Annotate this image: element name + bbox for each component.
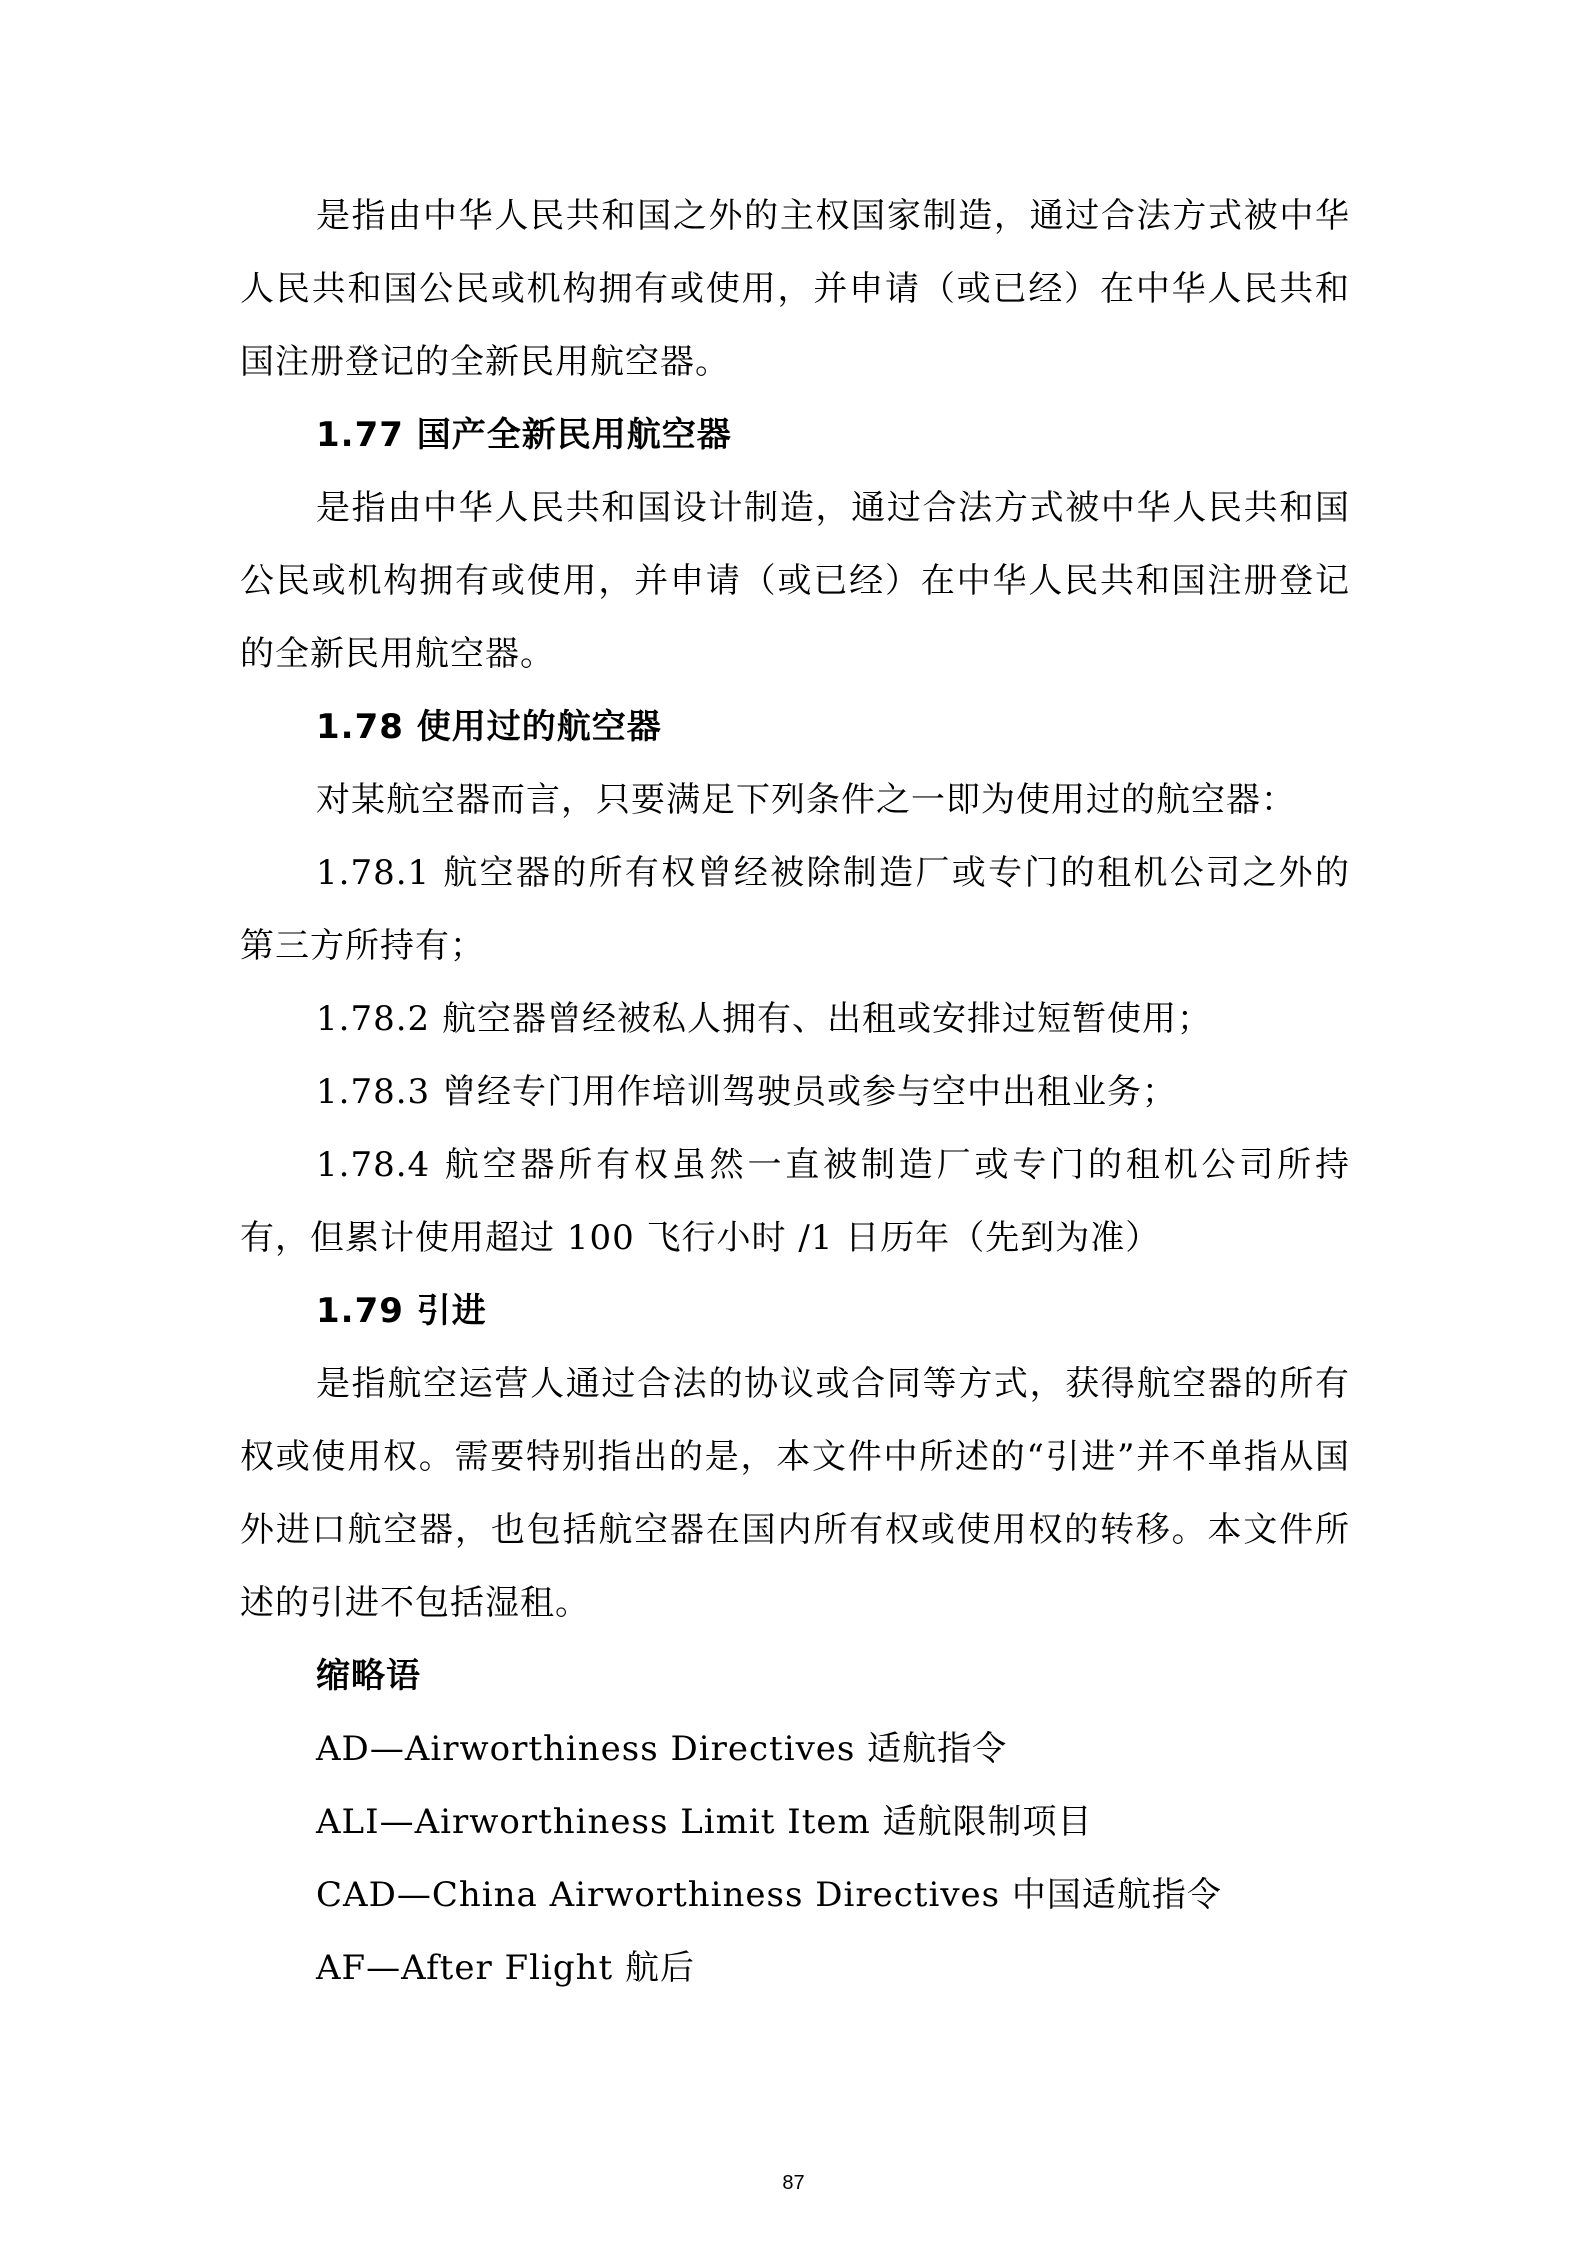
heading-abbreviations: 缩略语 [316,1656,421,1696]
item-1-78-2: 1.78.2 航空器曾经被私人拥有、出租或安排过短暂使用； [316,999,1212,1039]
paragraph-introduction-definition: 是指航空运营人通过合法的协议或合同等方式，获得航空器的所有权或使用权。需要特别指出的是，本文件中所述的“引进”并不单指从国外进口航空器，也包括航空器在国内所有权或使用权的转移。本文件所述的引进不包括湿租。 [240,1364,1350,1623]
item-1-78-3: 1.78.3 曾经专门用作培训驾驶员或参与空中出租业务； [316,1072,1177,1112]
abbreviation-item: AD—Airworthiness Directives 适航指令 [316,1729,1008,1769]
page-number: 87 [782,2172,805,2194]
document-body [240,180,1350,2005]
paragraph-imported-new-aircraft: 是指由中华人民共和国之外的主权国家制造，通过合法方式被中华人民共和国公民或机构拥有或使用，并申请（或已经）在中华人民共和国注册登记的全新民用航空器。 [240,196,1350,382]
abbreviation-item: ALI—Airworthiness Limit Item 适航限制项目 [316,1802,1093,1842]
item-1-78-1: 1.78.1 航空器的所有权曾经被除制造厂或专门的租机公司之外的第三方所持有； [240,853,1350,966]
paragraph-used-aircraft-intro: 对某航空器而言，只要满足下列条件之一即为使用过的航空器： [316,780,1296,820]
abbreviation-item: CAD—China Airworthiness Directives 中国适航指令 [316,1875,1222,1915]
heading-1-77: 1.77 国产全新民用航空器 [316,415,732,455]
item-1-78-4: 1.78.4 航空器所有权虽然一直被制造厂或专门的租机公司所持有，但累计使用超过 100 飞行小时 /1 日历年（先到为准） [240,1145,1350,1258]
paragraph-domestic-new-aircraft: 是指由中华人民共和国设计制造，通过合法方式被中华人民共和国公民或机构拥有或使用，并申请（或已经）在中华人民共和国注册登记的全新民用航空器。 [240,488,1350,674]
abbreviation-item: AF—After Flight 航后 [316,1948,696,1988]
heading-1-78: 1.78 使用过的航空器 [316,707,662,747]
heading-1-79: 1.79 引进 [316,1291,487,1331]
